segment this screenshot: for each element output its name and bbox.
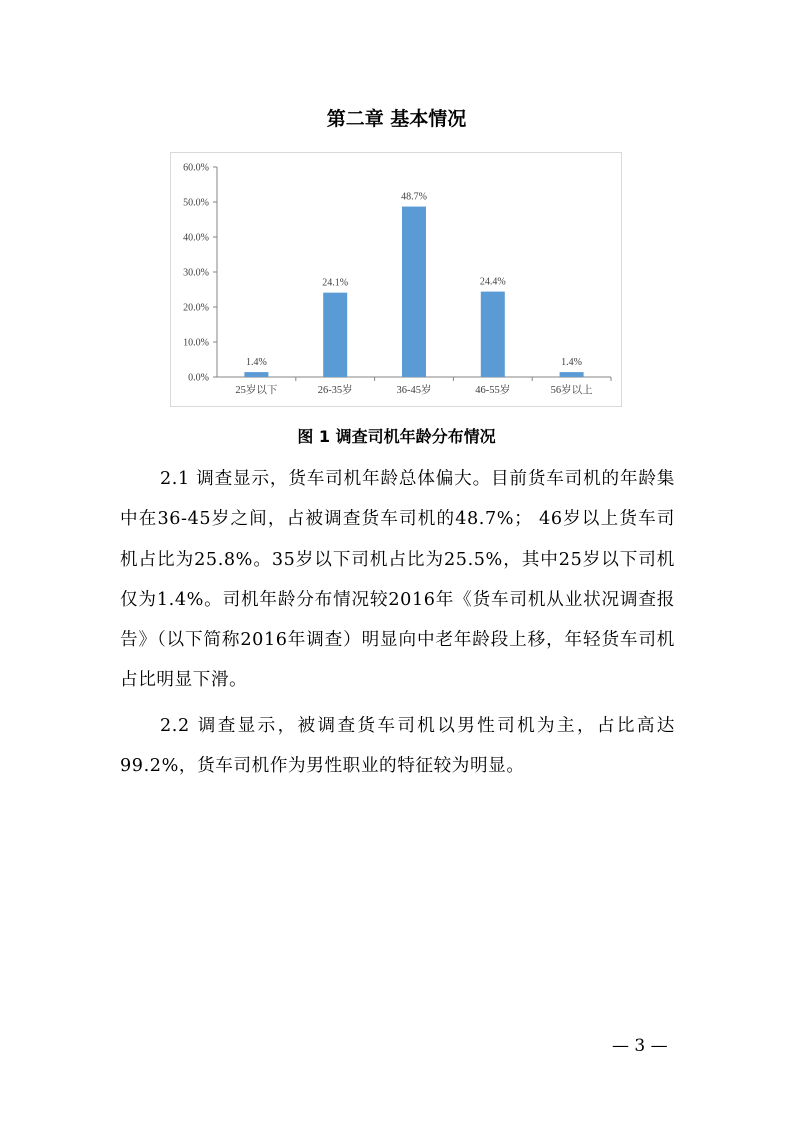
bar xyxy=(244,372,268,377)
paragraph-gender: 2.2 调查显示，被调查货车司机以男性司机为主，占比高达99.2%，货车司机作为男性职业的特征较为明显。 xyxy=(120,716,675,777)
bar-chart-svg xyxy=(171,153,623,408)
x-tick-label: 36-45岁 xyxy=(396,385,432,396)
x-tick-label: 56岁以上 xyxy=(550,385,593,396)
bar-data-label: 1.4% xyxy=(561,357,583,369)
bar-data-label: 24.1% xyxy=(322,277,349,289)
paragraph-age: 2.1 调查显示，货车司机年龄总体偏大。目前货车司机的年龄集中在36-45岁之间，占被调查货车司机的48.7%； 46岁以上货车司机占比为25.8%。35岁以下司机占比为25.5%，其中25岁以下司机仅为1.4%。司机年龄分布情况较2016年《货车司机从业状况调查报告》（以下简称2016年调查）明显向中老年龄段上移，年轻货车司机占比明显下滑。 xyxy=(120,469,675,691)
y-tick-label: 50.0% xyxy=(183,197,209,209)
bar-data-label: 48.7% xyxy=(401,191,427,203)
y-tick-label: 0.0% xyxy=(188,372,209,384)
chapter-title: 第二章 基本情况 xyxy=(326,108,467,130)
y-tick-label: 60.0% xyxy=(183,162,209,174)
bar xyxy=(481,292,505,377)
x-tick-label: 46-55岁 xyxy=(475,385,511,396)
bar xyxy=(402,207,426,377)
bar xyxy=(323,293,347,377)
y-tick-label: 10.0% xyxy=(183,337,209,349)
y-tick-label: 30.0% xyxy=(183,267,209,279)
age-distribution-chart xyxy=(170,152,622,407)
page-number: — 3 — xyxy=(612,1036,668,1056)
bar-data-label: 1.4% xyxy=(245,357,267,369)
y-tick-label: 40.0% xyxy=(183,232,209,244)
x-tick-label: 26-35岁 xyxy=(317,385,353,396)
x-tick-label: 25岁以下 xyxy=(235,385,278,396)
y-tick-label: 20.0% xyxy=(183,302,209,314)
figure-caption: 图 1 调查司机年龄分布情况 xyxy=(297,427,496,446)
bar xyxy=(560,372,584,377)
bar-data-label: 24.4% xyxy=(479,276,506,288)
